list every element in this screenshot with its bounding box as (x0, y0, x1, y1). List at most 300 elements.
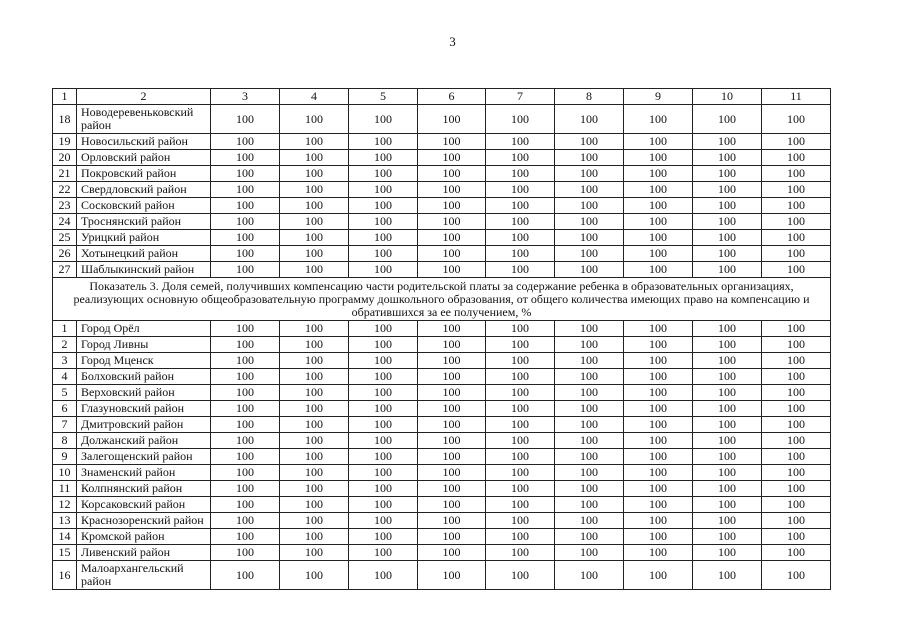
value-cell: 100 (418, 369, 486, 385)
value-cell: 100 (762, 465, 831, 481)
value-cell: 100 (211, 401, 280, 417)
row-number-cell: 27 (53, 262, 77, 278)
value-cell: 100 (349, 545, 418, 561)
value-cell: 100 (624, 497, 693, 513)
row-number-cell: 14 (53, 529, 77, 545)
column-number-cell: 11 (762, 89, 831, 105)
value-cell: 100 (349, 134, 418, 150)
value-cell: 100 (624, 321, 693, 337)
value-cell: 100 (624, 105, 693, 134)
value-cell: 100 (693, 433, 762, 449)
value-cell: 100 (418, 513, 486, 529)
territory-name-cell: Ливенский район (77, 545, 211, 561)
table-row (53, 465, 831, 481)
table-row (53, 385, 831, 401)
value-cell: 100 (486, 166, 555, 182)
value-cell: 100 (280, 497, 349, 513)
row-number-cell: 8 (53, 433, 77, 449)
value-cell: 100 (624, 230, 693, 246)
value-cell: 100 (693, 246, 762, 262)
territory-name-cell: Новодеревеньковский район (77, 105, 211, 134)
value-cell: 100 (486, 246, 555, 262)
value-cell: 100 (762, 166, 831, 182)
value-cell: 100 (624, 166, 693, 182)
value-cell: 100 (211, 150, 280, 166)
value-cell: 100 (693, 465, 762, 481)
table-row (53, 513, 831, 529)
value-cell: 100 (280, 150, 349, 166)
value-cell: 100 (418, 465, 486, 481)
value-cell: 100 (486, 353, 555, 369)
value-cell: 100 (555, 561, 624, 590)
column-number-cell: 9 (624, 89, 693, 105)
value-cell: 100 (280, 198, 349, 214)
territory-name-cell: Краснозоренский район (77, 513, 211, 529)
row-number-cell: 15 (53, 545, 77, 561)
value-cell: 100 (624, 246, 693, 262)
row-number-cell: 11 (53, 481, 77, 497)
value-cell: 100 (418, 246, 486, 262)
page-number: 3 (449, 34, 456, 49)
value-cell: 100 (280, 166, 349, 182)
value-cell: 100 (762, 262, 831, 278)
table-row (53, 214, 831, 230)
value-cell: 100 (349, 561, 418, 590)
value-cell: 100 (555, 150, 624, 166)
value-cell: 100 (349, 497, 418, 513)
value-cell: 100 (418, 417, 486, 433)
row-number-cell: 18 (53, 105, 77, 134)
territory-name-cell: Город Мценск (77, 353, 211, 369)
value-cell: 100 (693, 513, 762, 529)
value-cell: 100 (693, 262, 762, 278)
value-cell: 100 (349, 230, 418, 246)
value-cell: 100 (624, 465, 693, 481)
value-cell: 100 (280, 481, 349, 497)
value-cell: 100 (349, 214, 418, 230)
territory-name-cell: Болховский район (77, 369, 211, 385)
table-row (53, 230, 831, 246)
value-cell: 100 (280, 262, 349, 278)
row-number-cell: 26 (53, 246, 77, 262)
value-cell: 100 (280, 529, 349, 545)
value-cell: 100 (418, 385, 486, 401)
value-cell: 100 (624, 449, 693, 465)
value-cell: 100 (486, 529, 555, 545)
value-cell: 100 (280, 337, 349, 353)
value-cell: 100 (418, 561, 486, 590)
value-cell: 100 (418, 529, 486, 545)
value-cell: 100 (762, 134, 831, 150)
value-cell: 100 (486, 150, 555, 166)
value-cell: 100 (486, 417, 555, 433)
value-cell: 100 (211, 182, 280, 198)
value-cell: 100 (418, 166, 486, 182)
table-row (53, 449, 831, 465)
column-number-cell: 10 (693, 89, 762, 105)
value-cell: 100 (418, 337, 486, 353)
value-cell: 100 (486, 401, 555, 417)
value-cell: 100 (624, 214, 693, 230)
value-cell: 100 (693, 182, 762, 198)
value-cell: 100 (693, 417, 762, 433)
value-cell: 100 (693, 449, 762, 465)
value-cell: 100 (693, 337, 762, 353)
value-cell: 100 (762, 545, 831, 561)
value-cell: 100 (280, 385, 349, 401)
value-cell: 100 (624, 369, 693, 385)
value-cell: 100 (762, 369, 831, 385)
value-cell: 100 (280, 246, 349, 262)
value-cell: 100 (486, 465, 555, 481)
value-cell: 100 (349, 513, 418, 529)
column-number-cell: 2 (77, 89, 211, 105)
value-cell: 100 (211, 337, 280, 353)
value-cell: 100 (418, 262, 486, 278)
value-cell: 100 (486, 321, 555, 337)
value-cell: 100 (211, 198, 280, 214)
column-number-cell: 5 (349, 89, 418, 105)
row-number-cell: 5 (53, 385, 77, 401)
value-cell: 100 (211, 529, 280, 545)
value-cell: 100 (349, 321, 418, 337)
value-cell: 100 (486, 262, 555, 278)
value-cell: 100 (418, 198, 486, 214)
value-cell: 100 (211, 545, 280, 561)
value-cell: 100 (211, 513, 280, 529)
value-cell: 100 (349, 166, 418, 182)
value-cell: 100 (349, 369, 418, 385)
value-cell: 100 (555, 481, 624, 497)
value-cell: 100 (555, 545, 624, 561)
table-row (53, 417, 831, 433)
value-cell: 100 (693, 369, 762, 385)
territory-name-cell: Покровский район (77, 166, 211, 182)
row-number-cell: 2 (53, 337, 77, 353)
value-cell: 100 (555, 353, 624, 369)
value-cell: 100 (693, 105, 762, 134)
territory-name-cell: Должанский район (77, 433, 211, 449)
value-cell: 100 (624, 513, 693, 529)
table-row (53, 198, 831, 214)
value-cell: 100 (211, 321, 280, 337)
value-cell: 100 (211, 497, 280, 513)
section-title-row (53, 278, 831, 321)
value-cell: 100 (762, 321, 831, 337)
column-number-cell: 8 (555, 89, 624, 105)
territory-name-cell: Орловский район (77, 150, 211, 166)
territory-name-cell: Свердловский район (77, 182, 211, 198)
column-number-cell: 6 (418, 89, 486, 105)
value-cell: 100 (349, 401, 418, 417)
row-number-cell: 4 (53, 369, 77, 385)
value-cell: 100 (211, 166, 280, 182)
row-number-cell: 10 (53, 465, 77, 481)
column-number-cell: 3 (211, 89, 280, 105)
value-cell: 100 (555, 433, 624, 449)
value-cell: 100 (624, 401, 693, 417)
value-cell: 100 (211, 417, 280, 433)
value-cell: 100 (693, 353, 762, 369)
value-cell: 100 (211, 481, 280, 497)
value-cell: 100 (555, 417, 624, 433)
value-cell: 100 (418, 481, 486, 497)
territory-name-cell: Глазуновский район (77, 401, 211, 417)
value-cell: 100 (555, 369, 624, 385)
table-row (53, 166, 831, 182)
value-cell: 100 (624, 134, 693, 150)
value-cell: 100 (555, 182, 624, 198)
value-cell: 100 (555, 198, 624, 214)
table-row (53, 262, 831, 278)
value-cell: 100 (211, 230, 280, 246)
value-cell: 100 (762, 401, 831, 417)
territory-name-cell: Знаменский район (77, 465, 211, 481)
value-cell: 100 (555, 449, 624, 465)
value-cell: 100 (349, 246, 418, 262)
row-number-cell: 16 (53, 561, 77, 590)
table-row (53, 529, 831, 545)
value-cell: 100 (693, 545, 762, 561)
value-cell: 100 (762, 337, 831, 353)
table-row (53, 337, 831, 353)
value-cell: 100 (555, 529, 624, 545)
row-number-cell: 21 (53, 166, 77, 182)
value-cell: 100 (693, 134, 762, 150)
table-row (53, 134, 831, 150)
territory-name-cell: Кромской район (77, 529, 211, 545)
value-cell: 100 (624, 262, 693, 278)
territory-name-cell: Верховский район (77, 385, 211, 401)
value-cell: 100 (280, 182, 349, 198)
value-cell: 100 (349, 262, 418, 278)
value-cell: 100 (418, 353, 486, 369)
value-cell: 100 (349, 105, 418, 134)
value-cell: 100 (486, 561, 555, 590)
value-cell: 100 (486, 198, 555, 214)
row-number-cell: 25 (53, 230, 77, 246)
value-cell: 100 (211, 246, 280, 262)
column-number-row (53, 89, 831, 105)
value-cell: 100 (762, 198, 831, 214)
value-cell: 100 (211, 385, 280, 401)
value-cell: 100 (693, 230, 762, 246)
value-cell: 100 (280, 105, 349, 134)
value-cell: 100 (280, 513, 349, 529)
value-cell: 100 (418, 449, 486, 465)
territory-name-cell: Корсаковский район (77, 497, 211, 513)
value-cell: 100 (211, 433, 280, 449)
row-number-cell: 12 (53, 497, 77, 513)
value-cell: 100 (418, 105, 486, 134)
value-cell: 100 (280, 449, 349, 465)
value-cell: 100 (280, 545, 349, 561)
value-cell: 100 (693, 561, 762, 590)
value-cell: 100 (418, 545, 486, 561)
row-number-cell: 9 (53, 449, 77, 465)
value-cell: 100 (762, 561, 831, 590)
value-cell: 100 (693, 166, 762, 182)
value-cell: 100 (418, 134, 486, 150)
value-cell: 100 (555, 513, 624, 529)
value-cell: 100 (486, 214, 555, 230)
territory-name-cell: Новосильский район (77, 134, 211, 150)
value-cell: 100 (280, 214, 349, 230)
value-cell: 100 (349, 433, 418, 449)
value-cell: 100 (211, 105, 280, 134)
value-cell: 100 (624, 337, 693, 353)
territory-name-cell: Дмитровский район (77, 417, 211, 433)
value-cell: 100 (211, 369, 280, 385)
value-cell: 100 (349, 529, 418, 545)
table-row (53, 321, 831, 337)
value-cell: 100 (555, 105, 624, 134)
territory-name-cell: Колпнянский район (77, 481, 211, 497)
value-cell: 100 (762, 417, 831, 433)
table-row (53, 105, 831, 134)
value-cell: 100 (418, 433, 486, 449)
value-cell: 100 (555, 246, 624, 262)
value-cell: 100 (486, 369, 555, 385)
territory-name-cell: Хотынецкий район (77, 246, 211, 262)
column-number-cell: 1 (53, 89, 77, 105)
value-cell: 100 (762, 246, 831, 262)
value-cell: 100 (349, 449, 418, 465)
value-cell: 100 (762, 433, 831, 449)
value-cell: 100 (624, 433, 693, 449)
table-row (53, 497, 831, 513)
value-cell: 100 (486, 545, 555, 561)
value-cell: 100 (762, 529, 831, 545)
row-number-cell: 20 (53, 150, 77, 166)
table-row (53, 433, 831, 449)
value-cell: 100 (693, 529, 762, 545)
value-cell: 100 (693, 198, 762, 214)
row-number-cell: 6 (53, 401, 77, 417)
column-number-cell: 7 (486, 89, 555, 105)
table-row (53, 150, 831, 166)
value-cell: 100 (762, 449, 831, 465)
value-cell: 100 (211, 134, 280, 150)
value-cell: 100 (280, 369, 349, 385)
value-cell: 100 (349, 385, 418, 401)
value-cell: 100 (555, 385, 624, 401)
value-cell: 100 (555, 337, 624, 353)
value-cell: 100 (555, 262, 624, 278)
table-row (53, 182, 831, 198)
value-cell: 100 (486, 433, 555, 449)
value-cell: 100 (486, 337, 555, 353)
value-cell: 100 (762, 150, 831, 166)
value-cell: 100 (418, 230, 486, 246)
value-cell: 100 (762, 182, 831, 198)
value-cell: 100 (693, 385, 762, 401)
territory-name-cell: Урицкий район (77, 230, 211, 246)
value-cell: 100 (349, 353, 418, 369)
value-cell: 100 (624, 385, 693, 401)
value-cell: 100 (762, 497, 831, 513)
territory-name-cell: Город Орёл (77, 321, 211, 337)
value-cell: 100 (349, 481, 418, 497)
value-cell: 100 (418, 182, 486, 198)
value-cell: 100 (349, 465, 418, 481)
value-cell: 100 (762, 230, 831, 246)
table-row (53, 561, 831, 590)
value-cell: 100 (280, 417, 349, 433)
value-cell: 100 (762, 214, 831, 230)
row-number-cell: 3 (53, 353, 77, 369)
territory-name-cell: Троснянский район (77, 214, 211, 230)
table-row (53, 545, 831, 561)
value-cell: 100 (693, 214, 762, 230)
value-cell: 100 (555, 465, 624, 481)
value-cell: 100 (762, 105, 831, 134)
territory-name-cell: Сосковский район (77, 198, 211, 214)
value-cell: 100 (349, 182, 418, 198)
value-cell: 100 (211, 561, 280, 590)
value-cell: 100 (486, 513, 555, 529)
value-cell: 100 (624, 182, 693, 198)
value-cell: 100 (486, 385, 555, 401)
value-cell: 100 (418, 150, 486, 166)
value-cell: 100 (280, 321, 349, 337)
value-cell: 100 (418, 321, 486, 337)
table-row (53, 481, 831, 497)
value-cell: 100 (762, 353, 831, 369)
value-cell: 100 (624, 417, 693, 433)
value-cell: 100 (280, 561, 349, 590)
row-number-cell: 23 (53, 198, 77, 214)
value-cell: 100 (280, 230, 349, 246)
column-number-cell: 4 (280, 89, 349, 105)
value-cell: 100 (211, 214, 280, 230)
value-cell: 100 (418, 401, 486, 417)
value-cell: 100 (486, 449, 555, 465)
table-row (53, 246, 831, 262)
table-row (53, 353, 831, 369)
value-cell: 100 (486, 105, 555, 134)
indicator-table (52, 88, 831, 590)
value-cell: 100 (555, 401, 624, 417)
value-cell: 100 (624, 150, 693, 166)
value-cell: 100 (762, 481, 831, 497)
table-row (53, 401, 831, 417)
value-cell: 100 (211, 449, 280, 465)
value-cell: 100 (280, 433, 349, 449)
territory-name-cell: Шаблыкинский район (77, 262, 211, 278)
value-cell: 100 (486, 182, 555, 198)
value-cell: 100 (624, 561, 693, 590)
value-cell: 100 (555, 230, 624, 246)
value-cell: 100 (280, 134, 349, 150)
territory-name-cell: Город Ливны (77, 337, 211, 353)
row-number-cell: 7 (53, 417, 77, 433)
row-number-cell: 1 (53, 321, 77, 337)
value-cell: 100 (693, 321, 762, 337)
value-cell: 100 (486, 134, 555, 150)
value-cell: 100 (211, 353, 280, 369)
value-cell: 100 (555, 134, 624, 150)
row-number-cell: 24 (53, 214, 77, 230)
value-cell: 100 (624, 198, 693, 214)
value-cell: 100 (624, 529, 693, 545)
value-cell: 100 (349, 198, 418, 214)
value-cell: 100 (624, 353, 693, 369)
row-number-cell: 19 (53, 134, 77, 150)
value-cell: 100 (349, 417, 418, 433)
value-cell: 100 (486, 230, 555, 246)
value-cell: 100 (418, 214, 486, 230)
